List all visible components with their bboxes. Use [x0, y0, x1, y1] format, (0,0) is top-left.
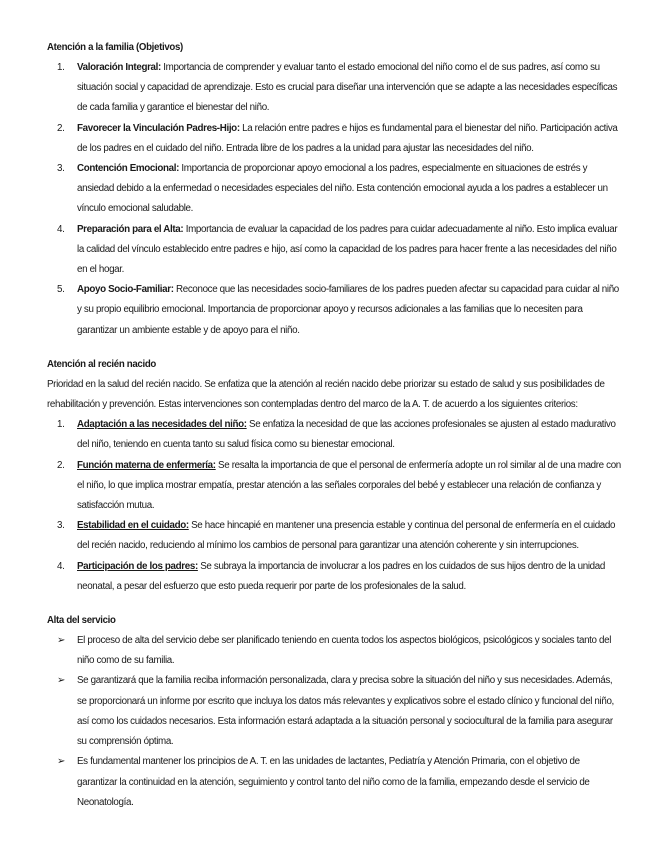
list-item — [47, 456, 621, 517]
list-number: 2. — [57, 122, 65, 134]
list-number: 4. — [57, 560, 65, 572]
list-item — [47, 280, 621, 341]
family-objectives-list — [47, 58, 621, 341]
list-item — [47, 159, 621, 220]
item-title: Favorecer la Vinculación Padres-Hijo: — [77, 122, 240, 134]
item-title: Apoyo Socio-Familiar: — [77, 284, 174, 296]
list-number: 5. — [57, 284, 65, 296]
item-title: Contención Emocional: — [77, 163, 180, 175]
item-title: Adaptación a las necesidades del niño: — [77, 419, 247, 431]
list-item — [47, 557, 621, 597]
item-title: Estabilidad en el cuidado: — [77, 520, 189, 532]
item-text: Reconoce que las necesidades socio-familiares de los padres pueden afectar su capacidad para cuidar al niño y su propio equilibrio emocional. Importancia de proporcionar apoyo y recursos adicionales a las familias que lo necesiten para garantizar un ambiente estable y de apoyo para el niño. — [77, 284, 619, 336]
list-item — [47, 516, 621, 556]
item-text: Se enfatiza la necesidad de que las acciones profesionales se ajusten al estado madurativo del niño, teniendo en cuenta tanto su salud física como su bienestar emocional. — [77, 419, 616, 451]
newborn-intro: Prioridad en la salud del recién nacido. Se enfatiza que la atención al recién nacido debe priorizar su estado de salud y sus posibilidades de rehabilitación y prevención. Estas intervenciones son contempladas dentro del marco de la A. T. de acuerdo a los siguientes criterios: — [47, 378, 605, 411]
item-text: Se resalta la importancia de que el personal de enfermería adopte un rol similar al de una madre con el niño, lo que implica mostrar empatía, prestar atención a las señales corporales del bebé y establecer una relación de confianza y satisfacción mutua. — [77, 459, 621, 512]
item-title: Función materna de enfermería: — [77, 459, 216, 471]
item-text: Importancia de evaluar la capacidad de los padres para cuidar adecuadamente al niño. Esto implica evaluar la calidad del vínculo establecido entre padres e hijo, así como la capacidad de los padres para hacer frente a las necesidades del niño en el hogar. — [77, 223, 618, 276]
item-title: Preparación para el Alta: — [77, 223, 184, 235]
family-heading: Atención a la familia (Objetivos) — [47, 41, 183, 53]
list-item — [47, 752, 621, 813]
item-text: Importancia de proporcionar apoyo emocional a los padres, especialmente en situaciones de estrés y ansiedad debido a la enfermedad o necesidades especiales del niño. Esta contención emocional ayuda a los padres a establecer un vínculo emocional saludable. — [77, 163, 608, 215]
list-item — [47, 631, 621, 671]
list-number: 1. — [57, 62, 65, 73]
item-text: Se hace hincapié en mantener una presencia estable y continua del personal de enfermería en el cuidado del recién nacido, reduciendo al mínimo los cambios de personal para garantizar una atención coherente y sin interrupciones. — [77, 520, 616, 552]
item-text: El proceso de alta del servicio debe ser planificado teniendo en cuenta todos los aspectos biológicos, psicológicos y sociales tanto del niño como de su familia. — [77, 635, 612, 667]
list-number: 2. — [57, 459, 65, 471]
item-text: Es fundamental mantener los principios de A. T. en las unidades de lactantes, Pediatría y Atención Primaria, con el objetivo de garantizar la continuidad en la atención, seguimiento y control tanto del niño como de la familia, empezando desde el servicio de Neonatología. — [77, 756, 590, 808]
list-number: 3. — [57, 520, 65, 532]
arrow-bullet-icon: ➢ — [57, 756, 66, 768]
discharge-section — [47, 613, 621, 813]
list-item — [47, 220, 621, 281]
item-title: Valoración Integral: — [77, 62, 161, 73]
list-item — [47, 415, 621, 455]
list-item — [47, 671, 621, 752]
arrow-bullet-icon: ➢ — [57, 635, 66, 647]
discharge-heading: Alta del servicio — [47, 614, 116, 627]
item-text: Se garantizará que la familia reciba información personalizada, clara y precisa sobre la situación del niño y sus necesidades. Además, se proporcionará un informe por escrito que incluya los datos más relevantes y explicativos sobre el estado clínico y funcional del niño, así como los cuidados necesarios. Esta información estará adaptada a la situación personal y sociocultural de la familia para asegurar su comprensión óptima. — [77, 675, 614, 748]
list-item — [47, 58, 621, 119]
newborn-criteria-list — [47, 415, 621, 597]
item-text: La relación entre padres e hijos es fundamental para el bienestar del niño. Participación activa de los padres en el cuidado del niño. Entrada libre de los padres a la unidad para ajustar las necesidades del niño. — [77, 122, 618, 154]
list-number: 3. — [57, 163, 65, 175]
newborn-section — [47, 357, 621, 597]
discharge-list — [47, 631, 621, 813]
list-item — [47, 119, 621, 159]
newborn-heading: Atención al recién nacido — [47, 357, 156, 370]
arrow-bullet-icon: ➢ — [57, 675, 66, 687]
family-section — [47, 40, 621, 341]
list-number: 1. — [57, 419, 65, 431]
list-number: 4. — [57, 223, 65, 235]
item-text: Se subraya la importancia de involucrar a los padres en los cuidados de sus hijos dentro de la unidad neonatal, a pesar del esfuerzo que esto pueda requerir por parte de los profesionales de la salud. — [77, 560, 605, 592]
item-title: Participación de los padres: — [77, 560, 198, 572]
item-text: Importancia de comprender y evaluar tanto el estado emocional del niño como el de sus padres, así como su situación social y capacidad de aprendizaje. Esto es crucial para diseñar una intervención que se adapte a las necesidades específicas de cada familia y garantice el bienestar del niño. — [77, 62, 618, 114]
